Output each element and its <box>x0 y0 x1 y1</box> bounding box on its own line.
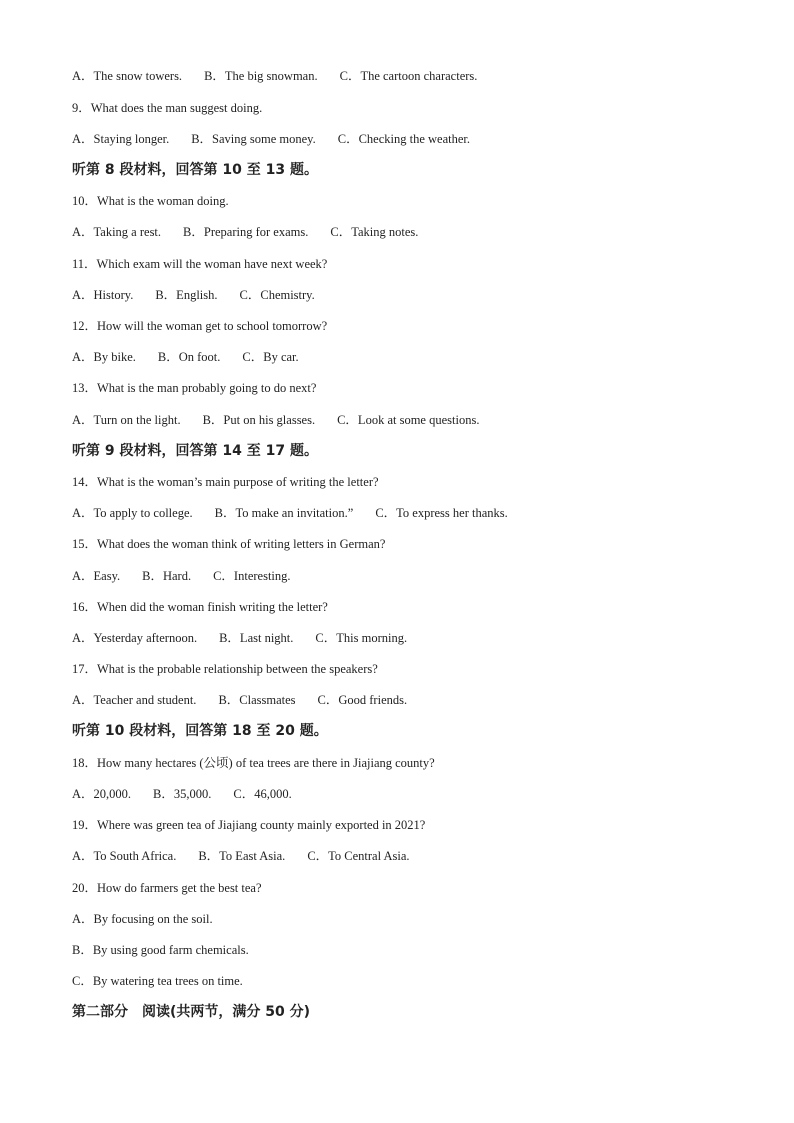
section-heading-8: 听第 8 段材料，回答第 10 至 13 题。 <box>72 162 318 178</box>
section-heading-9: 听第 9 段材料，回答第 14 至 17 题。 <box>72 443 318 459</box>
option-a: A．Staying longer. <box>72 132 170 146</box>
option-b: B．To make an invitation.” <box>214 506 354 520</box>
option-b: B．Saving some money. <box>191 132 316 146</box>
option-b: B．Put on his glasses. <box>202 413 316 427</box>
option-a: A．Turn on the light. <box>72 413 181 427</box>
option-a: A．Taking a rest. <box>72 225 162 239</box>
option-c: C．By watering tea trees on time. <box>72 974 243 988</box>
options-line-q11 <box>72 287 754 303</box>
options-line-q16 <box>72 630 754 646</box>
option-b: B．Classmates <box>218 693 296 707</box>
option-b: B．35,000. <box>153 787 212 801</box>
question-10: 10．What is the woman doing. <box>72 194 229 208</box>
part-two-heading: 第二部分 阅读(共两节，满分 50 分) <box>72 1004 311 1020</box>
option-c: C．Look at some questions. <box>337 413 480 427</box>
option-b: B．On foot. <box>157 350 221 364</box>
question-17: 17．What is the probable relationship between the speakers? <box>72 662 378 676</box>
option-a: A．Easy. <box>72 569 121 583</box>
question-20: 20．How do farmers get the best tea? <box>72 881 262 895</box>
option-a: A．To apply to college. <box>72 506 193 520</box>
option-c: C．Taking notes. <box>330 225 419 239</box>
question-15: 15．What does the woman think of writing letters in German? <box>72 537 386 551</box>
option-a: A．The snow towers. <box>72 69 183 83</box>
option-b: B．The big snowman. <box>204 69 318 83</box>
option-c: C．The cartoon characters. <box>339 69 478 83</box>
option-c: C．Chemistry. <box>239 288 315 302</box>
option-c: C．To express her thanks. <box>375 506 508 520</box>
option-b: B．By using good farm chemicals. <box>72 943 249 957</box>
option-a: A．By bike. <box>72 350 136 364</box>
option-c: C．Interesting. <box>213 569 291 583</box>
options-line-q13 <box>72 412 754 428</box>
option-c: C．By car. <box>242 350 299 364</box>
options-line-q9 <box>72 131 754 147</box>
option-a: A．Teacher and student. <box>72 693 197 707</box>
option-c: C．Checking the weather. <box>337 132 471 146</box>
options-line-q19 <box>72 848 754 864</box>
option-a: A．By focusing on the soil. <box>72 912 213 926</box>
options-line-q17 <box>72 692 754 708</box>
option-a: A．History. <box>72 288 134 302</box>
options-line-q12 <box>72 349 754 365</box>
option-c: C．To Central Asia. <box>307 849 410 863</box>
question-9: 9．What does the man suggest doing. <box>72 101 263 115</box>
option-a: A．To South Africa. <box>72 849 177 863</box>
options-line-q20-c <box>72 973 754 989</box>
question-13: 13．What is the man probably going to do next? <box>72 381 317 395</box>
option-b: B．Hard. <box>142 569 192 583</box>
option-c: C．This morning. <box>315 631 408 645</box>
question-18: 18．How many hectares (公顷) of tea trees are there in Jiajiang county? <box>72 756 435 770</box>
options-line-q8 <box>72 68 754 84</box>
question-19: 19．Where was green tea of Jiajiang county mainly exported in 2021? <box>72 818 426 832</box>
section-heading-10: 听第 10 段材料，回答第 18 至 20 题。 <box>72 723 328 739</box>
question-12: 12．How will the woman get to school tomorrow? <box>72 319 328 333</box>
option-b: B．English. <box>155 288 218 302</box>
question-11: 11．Which exam will the woman have next week? <box>72 257 328 271</box>
option-c: C．Good friends. <box>317 693 408 707</box>
options-line-q14 <box>72 505 754 521</box>
option-b: B．Preparing for exams. <box>183 225 309 239</box>
question-14: 14．What is the woman’s main purpose of writing the letter? <box>72 475 379 489</box>
option-c: C．46,000. <box>233 787 292 801</box>
option-a: A．Yesterday afternoon. <box>72 631 198 645</box>
options-line-q15 <box>72 568 754 584</box>
option-b: B．To East Asia. <box>198 849 286 863</box>
question-16: 16．When did the woman finish writing the letter? <box>72 600 328 614</box>
options-line-q10 <box>72 224 754 240</box>
option-a: A．20,000. <box>72 787 132 801</box>
options-line-q20-a <box>72 911 754 927</box>
option-b: B．Last night. <box>219 631 294 645</box>
options-line-q20-b <box>72 942 754 958</box>
options-line-q18 <box>72 786 754 802</box>
